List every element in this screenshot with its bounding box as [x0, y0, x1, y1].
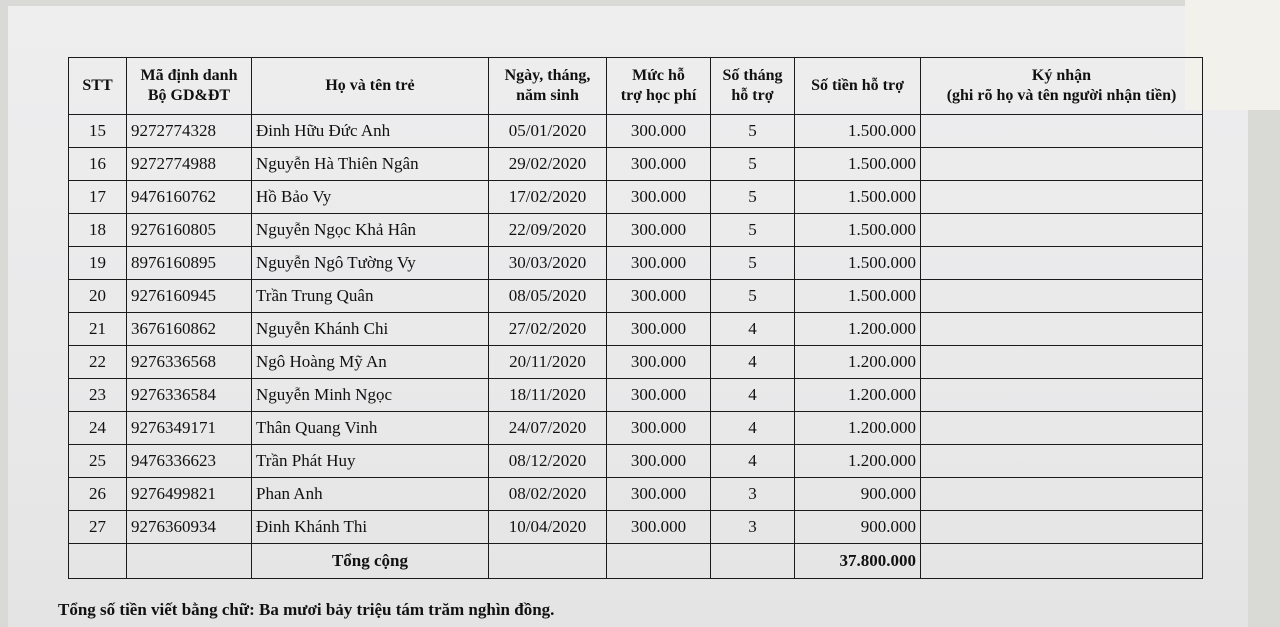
table-row	[69, 115, 1203, 148]
header-ngay-sinh-line2: năm sinh	[516, 87, 579, 104]
cell-muc-ho-tro: 300.000	[607, 412, 711, 445]
cell-so-tien: 1.500.000	[795, 181, 921, 214]
header-ngay-sinh	[489, 58, 607, 115]
cell-stt: 17	[69, 181, 127, 214]
total-row	[69, 544, 1203, 579]
total-cell-empty	[127, 544, 252, 579]
support-payment-table	[68, 57, 1203, 579]
cell-ma-dinh-danh: 9276349171	[127, 412, 252, 445]
header-so-thang-line1: Số tháng	[722, 67, 783, 84]
cell-ky-nhan	[921, 181, 1203, 214]
cell-muc-ho-tro: 300.000	[607, 280, 711, 313]
cell-ho-ten: Trần Phát Huy	[252, 445, 489, 478]
table-row	[69, 313, 1203, 346]
cell-so-tien: 900.000	[795, 478, 921, 511]
cell-ky-nhan	[921, 148, 1203, 181]
cell-muc-ho-tro: 300.000	[607, 445, 711, 478]
header-ho-ten: Họ và tên trẻ	[252, 58, 489, 115]
cell-ngay-sinh: 20/11/2020	[489, 346, 607, 379]
cell-ngay-sinh: 22/09/2020	[489, 214, 607, 247]
cell-so-tien: 1.500.000	[795, 148, 921, 181]
cell-so-thang: 5	[711, 280, 795, 313]
cell-ngay-sinh: 17/02/2020	[489, 181, 607, 214]
cell-ma-dinh-danh: 3676160862	[127, 313, 252, 346]
cell-ngay-sinh: 27/02/2020	[489, 313, 607, 346]
table-row	[69, 445, 1203, 478]
cell-ho-ten: Nguyễn Minh Ngọc	[252, 379, 489, 412]
cell-ky-nhan	[921, 346, 1203, 379]
cell-ky-nhan	[921, 280, 1203, 313]
table-row	[69, 247, 1203, 280]
table-row	[69, 214, 1203, 247]
cell-ho-ten: Phan Anh	[252, 478, 489, 511]
total-cell-empty	[711, 544, 795, 579]
cell-stt: 15	[69, 115, 127, 148]
cell-muc-ho-tro: 300.000	[607, 478, 711, 511]
table-row	[69, 148, 1203, 181]
cell-so-thang: 4	[711, 412, 795, 445]
cell-ngay-sinh: 18/11/2020	[489, 379, 607, 412]
table-body	[69, 115, 1203, 544]
cell-ngay-sinh: 29/02/2020	[489, 148, 607, 181]
cell-ho-ten: Nguyễn Hà Thiên Ngân	[252, 148, 489, 181]
cell-ho-ten: Nguyễn Ngọc Khả Hân	[252, 214, 489, 247]
cell-so-thang: 5	[711, 181, 795, 214]
cell-muc-ho-tro: 300.000	[607, 181, 711, 214]
cell-ma-dinh-danh: 9276360934	[127, 511, 252, 544]
header-ma-dinh-danh-line1: Mã định danh	[140, 67, 238, 84]
table-row	[69, 478, 1203, 511]
header-ngay-sinh-line1: Ngày, tháng,	[504, 67, 591, 84]
cell-so-thang: 5	[711, 247, 795, 280]
total-amount: 37.800.000	[795, 544, 921, 579]
header-so-thang-line2: hỗ trợ	[731, 87, 774, 104]
cell-stt: 27	[69, 511, 127, 544]
cell-so-tien: 1.200.000	[795, 445, 921, 478]
table-row	[69, 379, 1203, 412]
cell-stt: 22	[69, 346, 127, 379]
table-row	[69, 511, 1203, 544]
cell-ma-dinh-danh: 9276336568	[127, 346, 252, 379]
table-row	[69, 346, 1203, 379]
header-so-thang	[711, 58, 795, 115]
cell-so-thang: 4	[711, 445, 795, 478]
table-row	[69, 280, 1203, 313]
cell-so-thang: 3	[711, 511, 795, 544]
cell-muc-ho-tro: 300.000	[607, 214, 711, 247]
cell-ky-nhan	[921, 478, 1203, 511]
cell-ma-dinh-danh: 9272774328	[127, 115, 252, 148]
cell-so-thang: 4	[711, 379, 795, 412]
cell-ngay-sinh: 24/07/2020	[489, 412, 607, 445]
cell-ky-nhan	[921, 511, 1203, 544]
total-cell-empty	[921, 544, 1203, 579]
cell-ky-nhan	[921, 412, 1203, 445]
cell-ho-ten: Nguyễn Ngô Tường Vy	[252, 247, 489, 280]
cell-ky-nhan	[921, 214, 1203, 247]
cell-stt: 23	[69, 379, 127, 412]
header-muc-ho-tro	[607, 58, 711, 115]
cell-ky-nhan	[921, 379, 1203, 412]
cell-so-tien: 1.200.000	[795, 412, 921, 445]
cell-so-thang: 4	[711, 346, 795, 379]
amount-in-words: Tổng số tiền viết bằng chữ: Ba mươi bảy triệu tám trăm nghìn đồng.	[58, 600, 555, 619]
cell-ngay-sinh: 05/01/2020	[489, 115, 607, 148]
cell-so-tien: 1.200.000	[795, 379, 921, 412]
cell-so-thang: 3	[711, 478, 795, 511]
cell-ngay-sinh: 08/12/2020	[489, 445, 607, 478]
cell-ho-ten: Đinh Hữu Đức Anh	[252, 115, 489, 148]
cell-ky-nhan	[921, 313, 1203, 346]
cell-ho-ten: Nguyễn Khánh Chi	[252, 313, 489, 346]
cell-ho-ten: Thân Quang Vinh	[252, 412, 489, 445]
cell-so-thang: 5	[711, 214, 795, 247]
cell-ma-dinh-danh: 9276336584	[127, 379, 252, 412]
cell-so-tien: 1.500.000	[795, 247, 921, 280]
header-so-tien: Số tiền hỗ trợ	[795, 58, 921, 115]
cell-so-tien: 1.200.000	[795, 346, 921, 379]
cell-so-tien: 1.200.000	[795, 313, 921, 346]
header-ky-nhan-line1: Ký nhận	[1031, 67, 1092, 84]
cell-ma-dinh-danh: 9476336623	[127, 445, 252, 478]
cell-stt: 18	[69, 214, 127, 247]
total-label: Tổng cộng	[252, 544, 489, 579]
cell-ho-ten: Trần Trung Quân	[252, 280, 489, 313]
cell-ma-dinh-danh: 9276499821	[127, 478, 252, 511]
cell-muc-ho-tro: 300.000	[607, 148, 711, 181]
cell-stt: 21	[69, 313, 127, 346]
cell-stt: 25	[69, 445, 127, 478]
cell-stt: 19	[69, 247, 127, 280]
cell-ho-ten: Hồ Bảo Vy	[252, 181, 489, 214]
cell-muc-ho-tro: 300.000	[607, 115, 711, 148]
total-cell-empty	[69, 544, 127, 579]
cell-ma-dinh-danh: 9276160945	[127, 280, 252, 313]
cell-so-thang: 5	[711, 148, 795, 181]
cell-ky-nhan	[921, 115, 1203, 148]
cell-ma-dinh-danh: 9272774988	[127, 148, 252, 181]
cell-so-tien: 1.500.000	[795, 214, 921, 247]
cell-stt: 24	[69, 412, 127, 445]
cell-muc-ho-tro: 300.000	[607, 313, 711, 346]
table-row	[69, 181, 1203, 214]
cell-muc-ho-tro: 300.000	[607, 379, 711, 412]
header-ma-dinh-danh-line2: Bộ GD&ĐT	[147, 87, 231, 104]
header-muc-ho-tro-line1: Mức hỗ	[632, 67, 685, 84]
cell-so-tien: 1.500.000	[795, 280, 921, 313]
cell-ngay-sinh: 08/02/2020	[489, 478, 607, 511]
cell-ngay-sinh: 08/05/2020	[489, 280, 607, 313]
header-stt: STT	[69, 58, 127, 115]
total-cell-empty	[607, 544, 711, 579]
cell-ho-ten: Ngô Hoàng Mỹ An	[252, 346, 489, 379]
cell-ky-nhan	[921, 247, 1203, 280]
cell-stt: 20	[69, 280, 127, 313]
cell-ma-dinh-danh: 9476160762	[127, 181, 252, 214]
cell-so-thang: 4	[711, 313, 795, 346]
cell-ngay-sinh: 10/04/2020	[489, 511, 607, 544]
table-row	[69, 412, 1203, 445]
total-cell-empty	[489, 544, 607, 579]
cell-so-thang: 5	[711, 115, 795, 148]
header-ky-nhan-line2: (ghi rõ họ và tên người nhận tiền)	[946, 87, 1177, 104]
cell-ky-nhan	[921, 445, 1203, 478]
cell-ho-ten: Đinh Khánh Thi	[252, 511, 489, 544]
header-ma-dinh-danh	[127, 58, 252, 115]
cell-ngay-sinh: 30/03/2020	[489, 247, 607, 280]
header-row	[69, 58, 1203, 115]
cell-so-tien: 900.000	[795, 511, 921, 544]
cell-stt: 16	[69, 148, 127, 181]
cell-muc-ho-tro: 300.000	[607, 346, 711, 379]
cell-ma-dinh-danh: 8976160895	[127, 247, 252, 280]
cell-muc-ho-tro: 300.000	[607, 511, 711, 544]
cell-muc-ho-tro: 300.000	[607, 247, 711, 280]
header-muc-ho-tro-line2: trợ học phí	[620, 87, 697, 104]
header-ky-nhan	[921, 58, 1203, 115]
cell-ma-dinh-danh: 9276160805	[127, 214, 252, 247]
cell-stt: 26	[69, 478, 127, 511]
cell-so-tien: 1.500.000	[795, 115, 921, 148]
